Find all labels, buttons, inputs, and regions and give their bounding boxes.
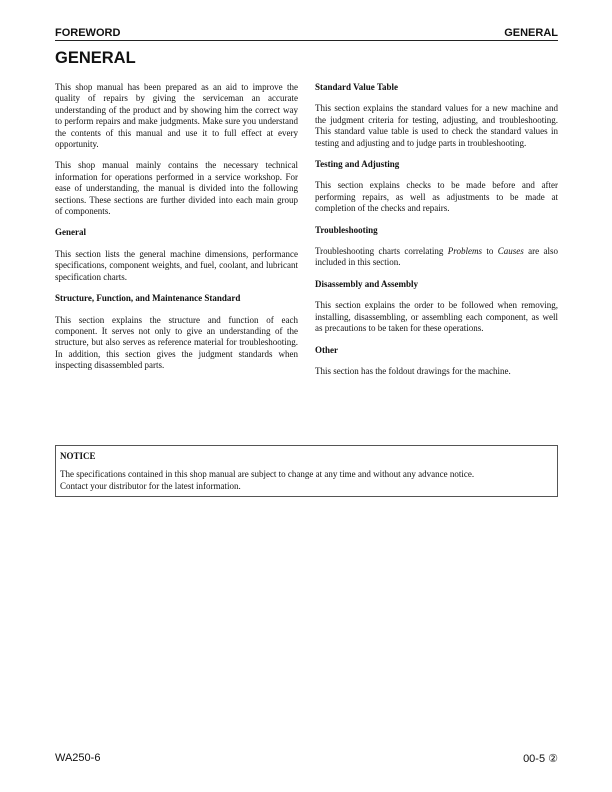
other-heading: Other <box>315 344 338 355</box>
standard-value-table-heading: Standard Value Table <box>315 82 399 92</box>
troubleshooting-text-part-3: are also included in this section. <box>315 246 558 268</box>
page-title: GENERAL <box>55 49 136 67</box>
troubleshooting-heading: Troubleshooting <box>315 224 378 235</box>
testing-adjusting-text: This section explains checks to be made before and after performing repairs, as well as adjustments to be made at completion of the checks and repairs. <box>315 180 558 214</box>
troubleshooting-text <box>315 246 558 269</box>
header-section-label: FOREWORD <box>55 27 121 39</box>
footer-model-number: WA250-6 <box>55 752 101 764</box>
intro-paragraph-1: This shop manual has been prepared as an aid to improve the quality of repairs by giving the serviceman an accurate understanding of the product and by showing him the correct way to perform repairs and make judgments. Make sure you understand the contents of this manual and use it to full effect at every opportunity. <box>55 82 298 150</box>
page-header <box>55 27 558 41</box>
causes-term: Causes <box>497 246 524 257</box>
general-text: This section lists the general machine dimensions, performance specifications, component weights, and fuel, coolant, and lubricant specification charts. <box>55 248 298 282</box>
troubleshooting-text-part-2: to <box>481 246 498 257</box>
troubleshooting-text-part-1: Troubleshooting charts correlating <box>315 246 448 257</box>
other-text: This section has the foldout drawings for the machine. <box>315 365 511 376</box>
structure-heading: Structure, Function, and Maintenance Standard <box>55 293 241 304</box>
disassembly-assembly-text: This section explains the order to be followed when removing, installing, disassembling, or assembling each component, as well as precautions to be taken for these operations. <box>315 300 558 334</box>
general-heading: General <box>55 227 86 238</box>
footer-page-number: 00-5 ② <box>523 753 558 765</box>
notice-line-1: The specifications contained in this shop manual are subject to change at any time and without any advance notice. <box>60 469 475 480</box>
notice-title: NOTICE <box>60 451 96 461</box>
standard-value-table-text: This section explains the standard values for a new machine and the judgment criteria for testing, adjusting, and troubleshooting. This standard value table is used to check the standard values in testing and adjusting and to judge parts in troubleshooting. <box>315 103 558 148</box>
left-column <box>55 82 298 382</box>
header-chapter-label: GENERAL <box>504 27 558 39</box>
disassembly-assembly-heading: Disassembly and Assembly <box>315 278 419 289</box>
notice-box <box>55 445 558 497</box>
problems-term: Problems <box>447 246 482 257</box>
notice-line-2: Contact your distributor for the latest information. <box>60 480 241 491</box>
testing-adjusting-heading: Testing and Adjusting <box>315 159 400 170</box>
right-column <box>315 82 558 387</box>
structure-text: This section explains the structure and function of each component. It serves not only to give an understanding of the structure, but also serves as reference material for troubleshooting. In addition, this section gives the judgment standards when inspecting disassembled parts. <box>55 314 298 371</box>
intro-paragraph-2: This shop manual mainly contains the necessary technical information for operations performed in a service workshop. For ease of understanding, the manual is divided into the following sections. These sections are further divided into each main group of components. <box>55 160 298 217</box>
